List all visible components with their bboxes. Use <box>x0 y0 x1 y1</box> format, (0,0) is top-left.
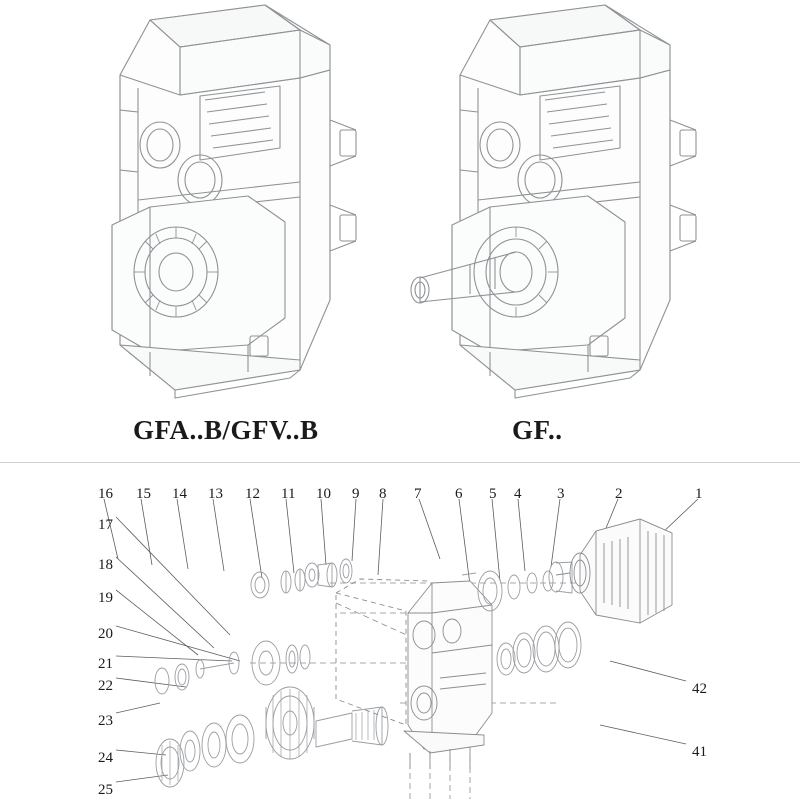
callout-3: 3 <box>557 486 565 502</box>
callout-11: 11 <box>281 486 296 502</box>
caption-left: GFA..B/GFV..B <box>133 415 319 445</box>
callout-19: 19 <box>98 590 113 606</box>
callout-24: 24 <box>98 750 113 766</box>
exploded-view <box>0 463 800 800</box>
callout-22: 22 <box>98 678 113 694</box>
callout-42: 42 <box>692 681 707 697</box>
callout-2: 2 <box>615 486 623 502</box>
gearbox-drawing-right <box>400 0 800 410</box>
callout-16: 16 <box>98 486 113 502</box>
callout-12: 12 <box>245 486 260 502</box>
callout-10: 10 <box>316 486 331 502</box>
callout-4: 4 <box>514 486 522 502</box>
callout-18: 18 <box>98 557 113 573</box>
caption-right: GF.. <box>512 415 563 445</box>
callout-14: 14 <box>172 486 187 502</box>
callout-5: 5 <box>489 486 497 502</box>
callout-13: 13 <box>208 486 223 502</box>
gearbox-drawing-left <box>0 0 400 410</box>
callout-23: 23 <box>98 713 113 729</box>
callout-1: 1 <box>695 486 703 502</box>
callout-21: 21 <box>98 656 113 672</box>
callout-7: 7 <box>414 486 422 502</box>
callout-20: 20 <box>98 626 113 642</box>
exploded-parts-drawing <box>0 463 800 800</box>
callout-8: 8 <box>379 486 387 502</box>
callout-17: 17 <box>98 517 113 533</box>
callout-15: 15 <box>136 486 151 502</box>
callout-41: 41 <box>692 744 707 760</box>
callout-25: 25 <box>98 782 113 798</box>
callout-6: 6 <box>455 486 463 502</box>
callout-9: 9 <box>352 486 360 502</box>
